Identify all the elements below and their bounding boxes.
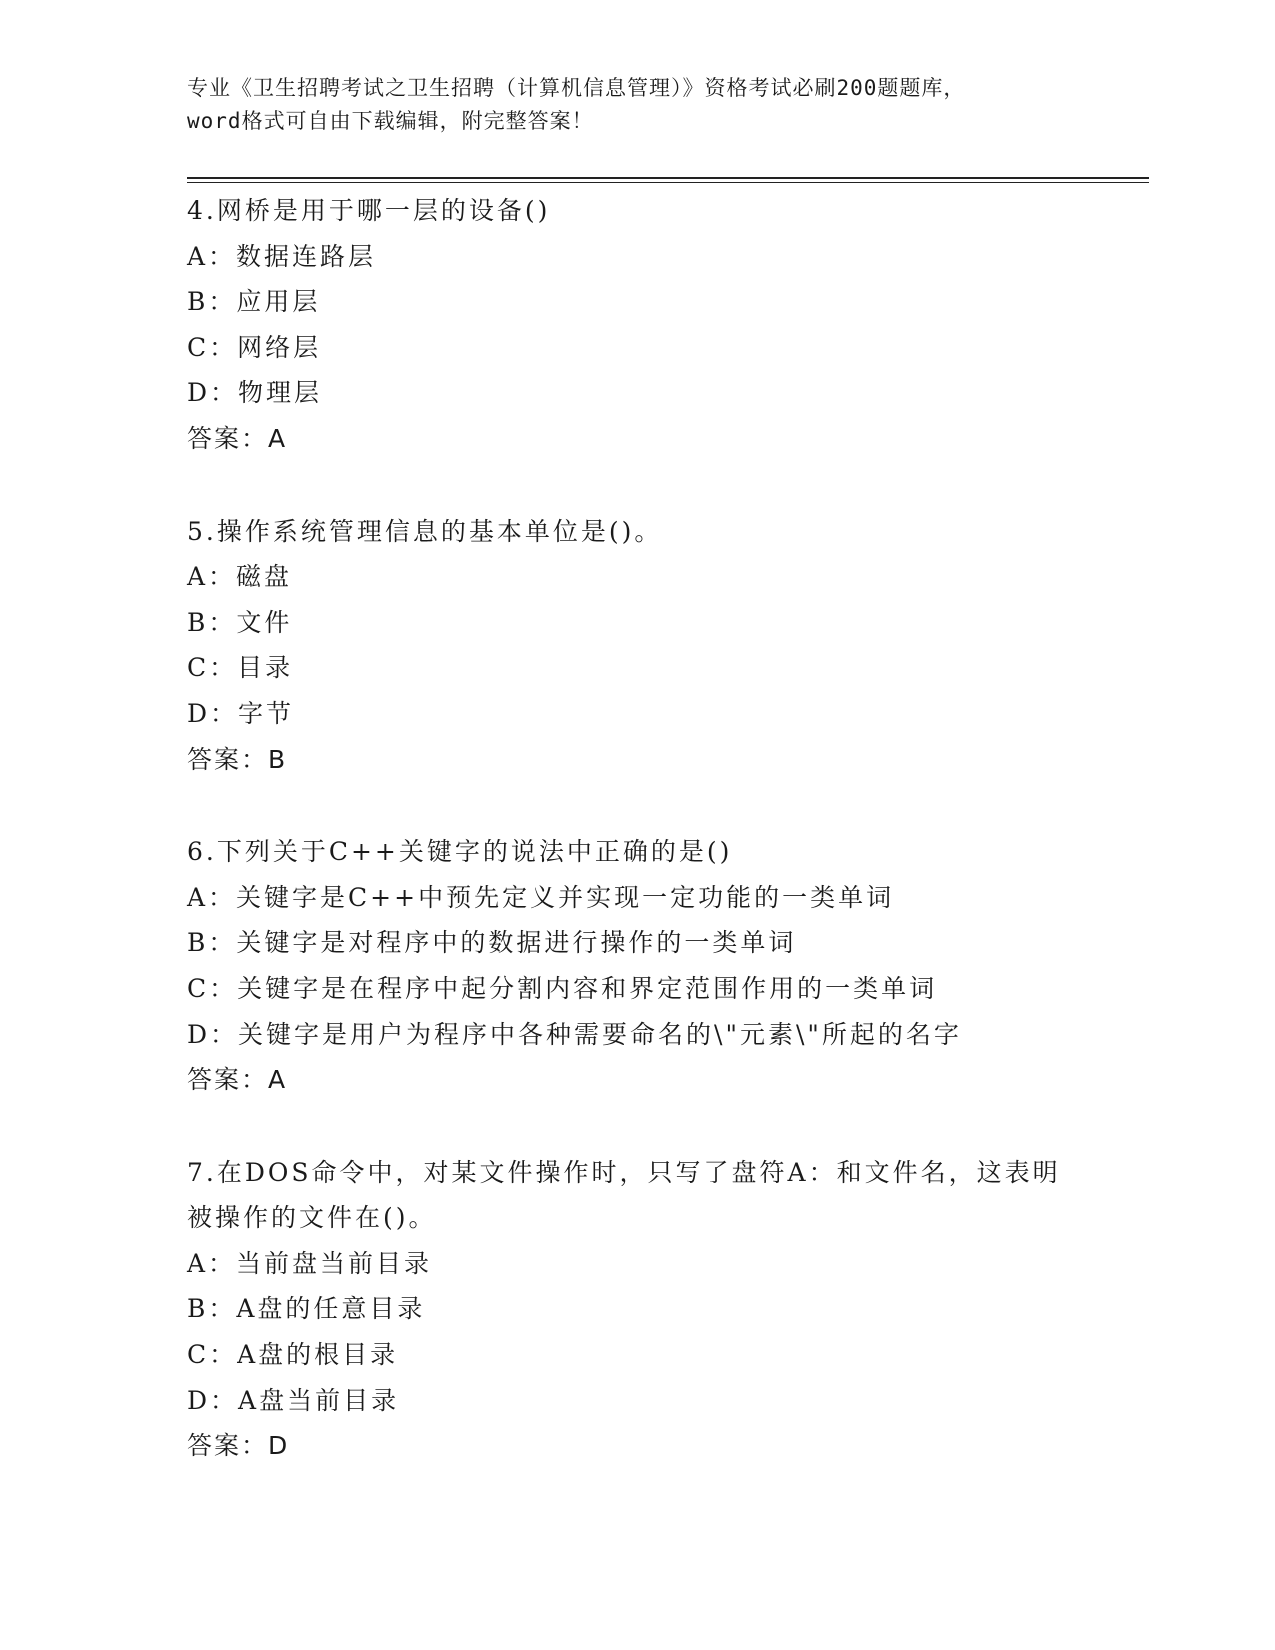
question-stem-continued: 被操作的文件在()。: [187, 1203, 437, 1233]
header-divider: [187, 177, 1149, 179]
question-block: [187, 509, 1147, 783]
option-a: A：当前盘当前目录: [187, 1248, 433, 1278]
question-stem: 6.下列关于C++关键字的说法中正确的是(): [187, 837, 733, 867]
option-a: A：关键字是C++中预先定义并实现一定功能的一类单词: [187, 882, 895, 912]
question-block: [187, 1150, 1147, 1469]
option-a: A：磁盘: [187, 562, 293, 592]
question-stem: 5.操作系统管理信息的基本单位是()。: [187, 516, 663, 546]
question-stem: 7.在DOS命令中，对某文件操作时，只写了盘符A：和文件名，这表明: [187, 1157, 1061, 1187]
option-c: C：目录: [187, 653, 294, 683]
option-c: C：A盘的根目录: [187, 1340, 399, 1370]
option-d: D：物理层: [187, 378, 323, 408]
option-b: B：关键字是对程序中的数据进行操作的一类单词: [187, 928, 797, 958]
answer-label: 答案：A: [187, 1065, 288, 1095]
question-list: [187, 188, 1147, 1516]
option-c: C：网络层: [187, 332, 322, 362]
option-d: D：字节: [187, 698, 295, 728]
answer-label: 答案：A: [187, 423, 288, 453]
option-d: D：A盘当前目录: [187, 1385, 400, 1415]
answer-label: 答案：B: [187, 744, 288, 774]
header-title-line-2: word格式可自由下载编辑，附完整答案！: [187, 109, 594, 133]
option-b: B：应用层: [187, 287, 321, 317]
question-block: [187, 188, 1147, 462]
option-a: A：数据连路层: [187, 241, 377, 271]
answer-label: 答案：D: [187, 1431, 290, 1461]
option-b: B：文件: [187, 607, 293, 637]
header-divider-thin: [187, 182, 1149, 183]
option-c: C：关键字是在程序中起分割内容和界定范围作用的一类单词: [187, 973, 938, 1003]
option-d: D：关键字是用户为程序中各种需要命名的\"元素\"所起的名字: [187, 1019, 962, 1049]
question-stem: 4.网桥是用于哪一层的设备(): [187, 196, 551, 225]
document-header: [187, 72, 1087, 138]
question-block: [187, 829, 1147, 1103]
option-b: B：A盘的任意目录: [187, 1294, 426, 1324]
header-title-line-1: 专业《卫生招聘考试之卫生招聘（计算机信息管理）》资格考试必刷200题题库，: [187, 76, 966, 100]
